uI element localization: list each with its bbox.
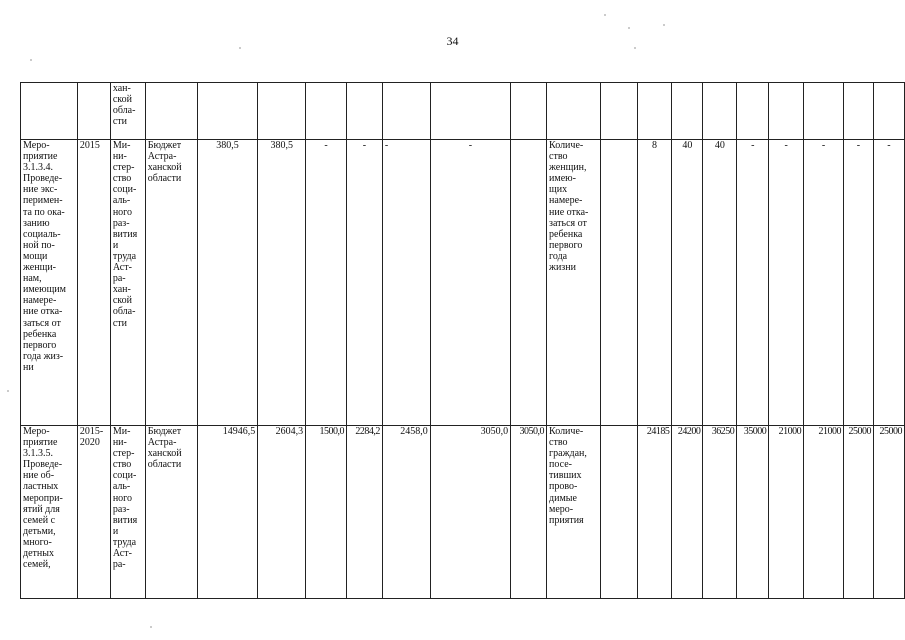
scan-speck	[663, 24, 665, 26]
cell-indicator-base: 24185	[637, 426, 672, 599]
cell-2017: -	[346, 140, 382, 426]
cell-2015: 2604,3	[258, 426, 306, 599]
cell-total: 14946,5	[197, 426, 258, 599]
cell-indicator: Количе- ство женщин, имею- щих намере- ние отка- заться от ребенка первого года жизни	[547, 140, 601, 426]
scan-speck	[628, 27, 630, 29]
cell-unit	[600, 83, 637, 140]
cell-period: 2015	[77, 140, 110, 426]
cell-total: 380,5	[197, 140, 258, 426]
cell-measure-name	[21, 83, 78, 140]
scan-speck	[30, 59, 32, 61]
cell-indicator-year	[804, 83, 844, 140]
cell-indicator	[547, 83, 601, 140]
cell-indicator-year: 35000	[737, 426, 769, 599]
cell-2019: -	[430, 140, 510, 426]
cell-indicator-year: -	[843, 140, 873, 426]
cell-indicator-year	[672, 83, 703, 140]
cell-measure-name: Меро- приятие 3.1.3.5. Проведе- ние об- ластных меропри- ятий для семей с детьми, много- детных семей,	[21, 426, 78, 599]
cell-period: 2015- 2020	[77, 426, 110, 599]
cell-indicator-year	[769, 83, 804, 140]
cell-indicator-year: 25000	[843, 426, 873, 599]
cell-2020	[511, 83, 547, 140]
cell-measure-name: Меро- приятие 3.1.3.4. Проведе- ние экс- перимен- та по ока- занию социаль- ной по- мощи женщи- нам, имеющим намере- ние отка- заться от ребенка первого года жиз- ни	[21, 140, 78, 426]
program-measures-table	[20, 82, 905, 599]
cell-indicator-year: -	[804, 140, 844, 426]
cell-indicator-year: 25000	[873, 426, 904, 599]
scan-speck	[634, 47, 636, 49]
cell-2017	[346, 83, 382, 140]
scan-speck	[239, 47, 241, 49]
page-number: 34	[446, 34, 459, 48]
cell-indicator-year	[873, 83, 904, 140]
scan-speck	[150, 626, 152, 628]
cell-funding-source: Бюджет Астра- ханской области	[145, 426, 197, 599]
table-row	[21, 83, 905, 140]
cell-indicator-year	[843, 83, 873, 140]
cell-2018: 2458,0	[382, 426, 430, 599]
cell-2015	[258, 83, 306, 140]
cell-2020: 3050,0	[511, 426, 547, 599]
cell-2015: 380,5	[258, 140, 306, 426]
cell-indicator-year: 36250	[703, 426, 737, 599]
cell-indicator-year: -	[769, 140, 804, 426]
cell-2019	[430, 83, 510, 140]
table-row	[21, 426, 905, 599]
cell-2018	[382, 83, 430, 140]
cell-total	[197, 83, 258, 140]
cell-indicator-year: 24200	[672, 426, 703, 599]
cell-indicator-year: 40	[672, 140, 703, 426]
cell-indicator-year	[737, 83, 769, 140]
cell-executor: хан- ской обла- сти	[110, 83, 145, 140]
cell-2016: -	[306, 140, 347, 426]
cell-executor: Ми- ни- стер- ство соци- аль- ного раз- вития и труда Аст- ра-	[110, 426, 145, 599]
cell-funding-source: Бюджет Астра- ханской области	[145, 140, 197, 426]
cell-2020	[511, 140, 547, 426]
cell-2016	[306, 83, 347, 140]
cell-2019: 3050,0	[430, 426, 510, 599]
cell-indicator-year	[703, 83, 737, 140]
cell-executor: Ми- ни- стер- ство соци- аль- ного раз- вития и труда Аст- ра- хан- ской обла- сти	[110, 140, 145, 426]
cell-2016: 1500,0	[306, 426, 347, 599]
scan-speck	[7, 390, 9, 392]
scan-speck	[604, 14, 606, 16]
cell-2018: -	[382, 140, 430, 426]
cell-indicator-year: -	[737, 140, 769, 426]
cell-indicator-year: 21000	[804, 426, 844, 599]
cell-unit	[600, 426, 637, 599]
cell-indicator-year: -	[873, 140, 904, 426]
table-row	[21, 140, 905, 426]
cell-funding-source	[145, 83, 197, 140]
cell-indicator-year: 21000	[769, 426, 804, 599]
cell-indicator-base	[637, 83, 672, 140]
cell-period	[77, 83, 110, 140]
cell-indicator-base: 8	[637, 140, 672, 426]
cell-2017: 2284,2	[346, 426, 382, 599]
cell-indicator-year: 40	[703, 140, 737, 426]
cell-unit	[600, 140, 637, 426]
cell-indicator: Количе- ство граждан, посе- тивших прово- димые меро- приятия	[547, 426, 601, 599]
